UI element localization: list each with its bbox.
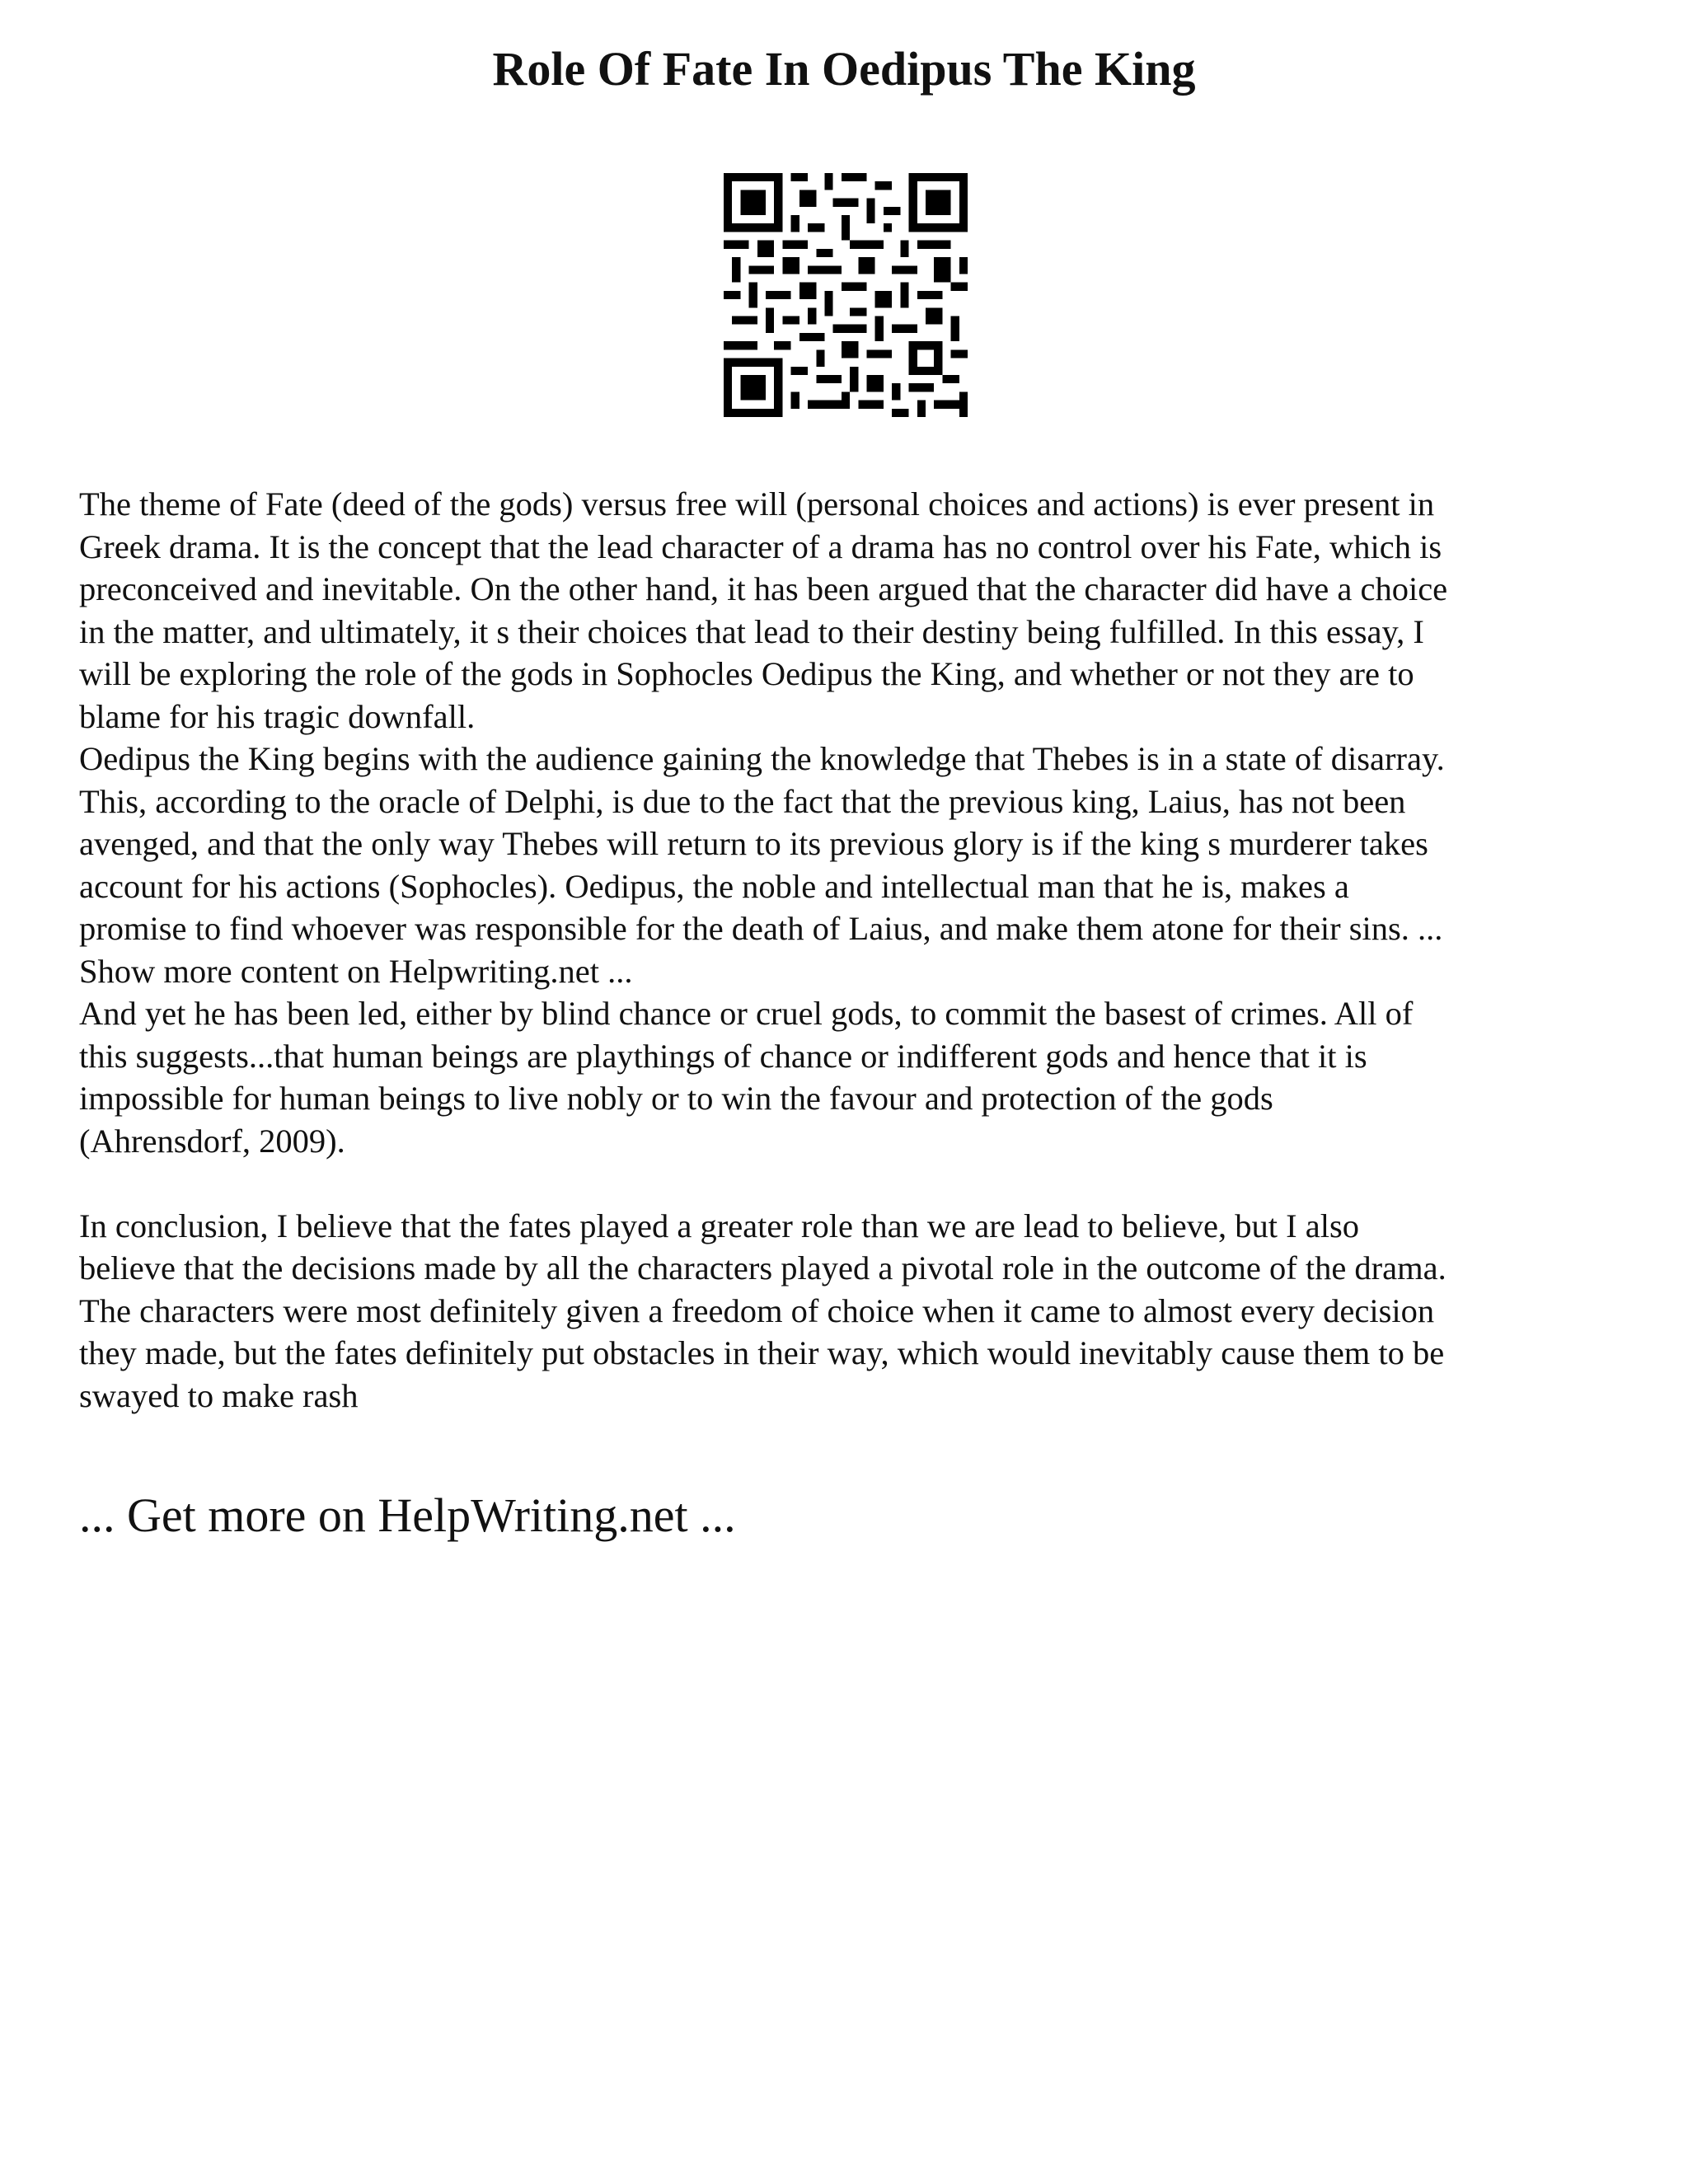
text-line: account for his actions (Sophocles). Oedipus, the noble and intellectual man that he is, makes a bbox=[79, 867, 1349, 905]
text-line: The characters were most definitely given a freedom of choice when it came to almost every decision bbox=[79, 1291, 1435, 1329]
quote-paragraph bbox=[79, 992, 1629, 1162]
text-line: avenged, and that the only way Thebes will return to its previous glory is if the king s murderer takes bbox=[79, 825, 1428, 862]
text-line: Oedipus the King begins with the audience gaining the knowledge that Thebes is in a state of disarray. bbox=[79, 740, 1445, 777]
intro-paragraph bbox=[79, 483, 1629, 738]
text-line: swayed to make rash bbox=[79, 1376, 359, 1414]
text-line: promise to find whoever was responsible for the death of Laius, and make them atone for their sins. ... bbox=[79, 910, 1443, 947]
text-line: will be exploring the role of the gods in Sophocles Oedipus the King, and whether or not they are to bbox=[79, 655, 1414, 692]
text-line: preconceived and inevitable. On the other hand, it has been argued that the character did have a choice bbox=[79, 570, 1448, 607]
text-line: impossible for human beings to live nobly or to win the favour and protection of the gods bbox=[79, 1080, 1273, 1117]
show-more-link[interactable]: Show more content on Helpwriting.net ... bbox=[79, 952, 633, 990]
text-line: believe that the decisions made by all the characters played a pivotal role in the outcome of the drama. bbox=[79, 1249, 1447, 1286]
body-paragraph bbox=[79, 738, 1629, 992]
text-line: The theme of Fate (deed of the gods) versus free will (personal choices and actions) is ever present in bbox=[79, 485, 1435, 523]
page-title: Role Of Fate In Oedipus The King bbox=[492, 42, 1196, 96]
text-line: And yet he has been led, either by blind chance or cruel gods, to commit the basest of crimes. All of bbox=[79, 995, 1414, 1032]
text-line: this suggests...that human beings are playthings of chance or indifferent gods and hence that it is bbox=[79, 1037, 1367, 1075]
get-more-link[interactable]: ... Get more on HelpWriting.net ... bbox=[79, 1488, 736, 1542]
conclusion-paragraph bbox=[79, 1205, 1629, 1418]
text-line: In conclusion, I believe that the fates played a greater role than we are lead to believe, but I also bbox=[79, 1207, 1359, 1244]
paragraph-spacer bbox=[79, 1162, 1629, 1205]
text-line: blame for his tragic downfall. bbox=[79, 697, 476, 735]
text-line: Greek drama. It is the concept that the lead character of a drama has no control over his Fate, which is bbox=[79, 527, 1442, 565]
qr-code-icon bbox=[724, 173, 968, 417]
article-body bbox=[79, 483, 1629, 1417]
text-line: in the matter, and ultimately, it s their choices that lead to their destiny being fulfilled. In this essay, I bbox=[79, 612, 1424, 650]
text-line: they made, but the fates definitely put obstacles in their way, which would inevitably cause them to be bbox=[79, 1334, 1445, 1371]
text-line: This, according to the oracle of Delphi, is due to the fact that the previous king, Laius, has not been bbox=[79, 782, 1406, 820]
text-line: (Ahrensdorf, 2009). bbox=[79, 1122, 345, 1160]
